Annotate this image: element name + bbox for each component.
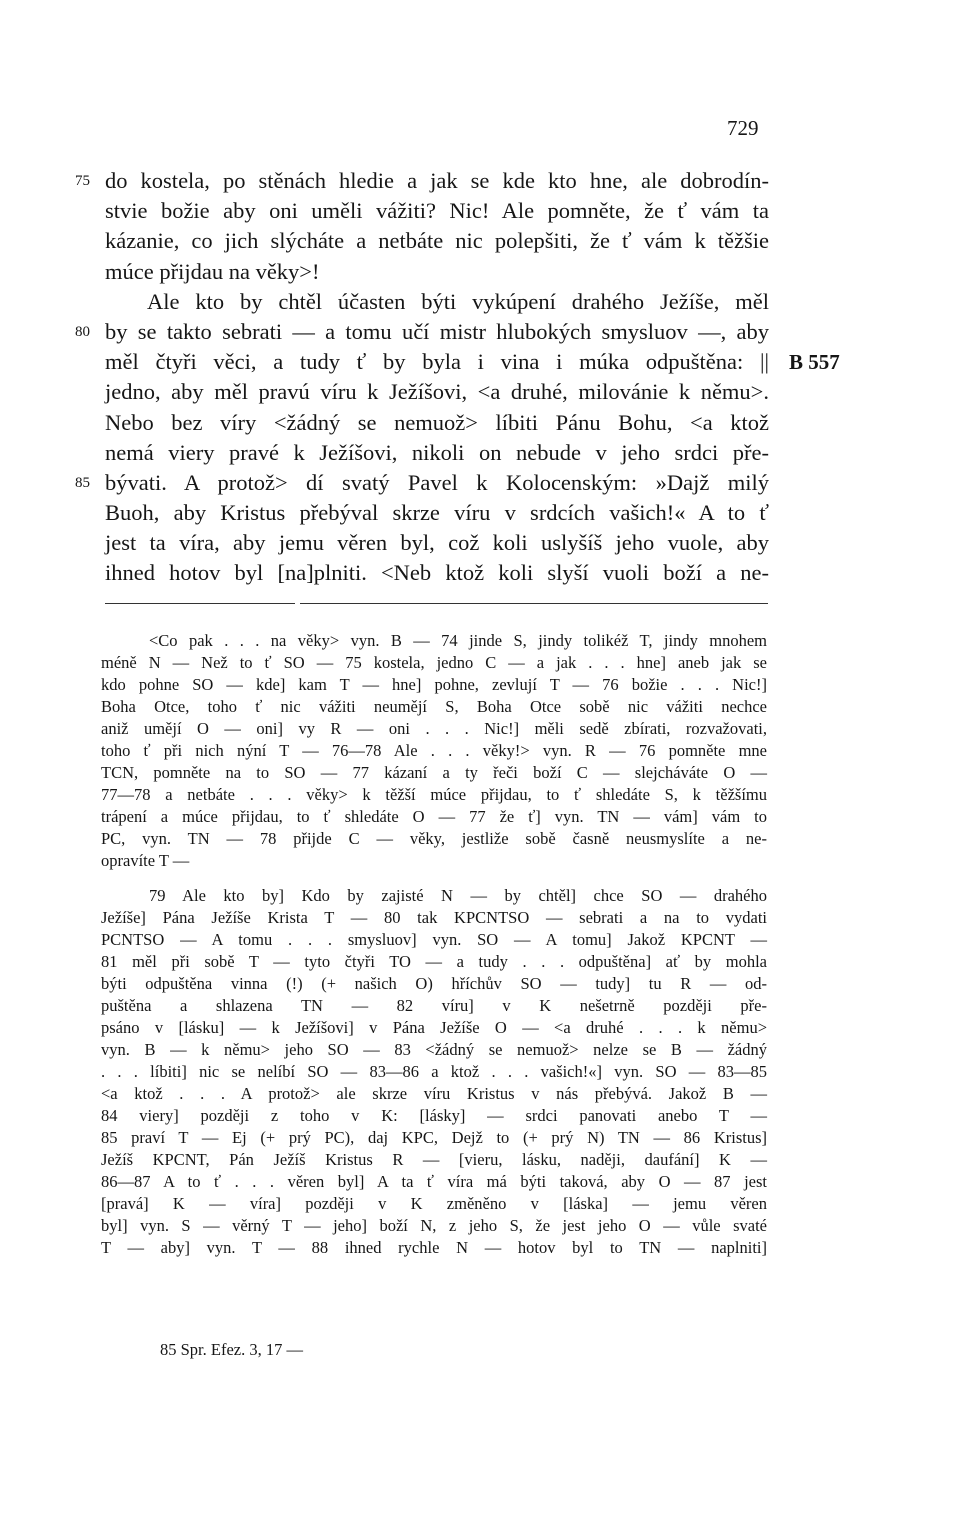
text-line: Ale kto by chtěl účasten býti vykúpení drahého Ježíše, měl xyxy=(147,288,769,314)
apparatus-line: toho ť při nich nýní T — 76—78 Ale . . . věky!> vyn. R — 76 pomněte mne xyxy=(101,741,767,761)
text-line: Nebo bez víry <žádný se nemuož> líbiti Pánu Bohu, <a ktož xyxy=(105,409,769,435)
text-line: múce přijdau na věky>! xyxy=(105,258,320,284)
line-number: 75 xyxy=(75,173,90,189)
line-number: 80 xyxy=(75,323,90,340)
main-text xyxy=(75,166,840,589)
apparatus-line: 79 Ale kto by] Kdo by zajisté N — by chtěl] chce SO — drahého xyxy=(149,885,767,905)
apparatus-line: psáno v [lásku] — k Ježíšovi] v Pána Ježíše O — <a druhé . . . k němu> xyxy=(101,1017,767,1037)
margin-reference: B 557 xyxy=(789,350,840,375)
apparatus-line: trápení a múce přijdau, to ť shledáte O — 77 že ť] vyn. TN — vám] vám to xyxy=(101,807,767,827)
line-number: 85 xyxy=(75,474,90,491)
text-line: Buoh, aby Kristus přebýval skrze víru v srdcích vašich!« A to ť xyxy=(105,500,769,526)
text-line: 85 bývati. A protož> dí svatý Pavel k Kolocenským: »Dajž milý xyxy=(105,468,769,498)
apparatus-line: méně N — Než to ť SO — 75 kostela, jedno C — a jak . . . hne] aneb jak se xyxy=(101,653,767,673)
apparatus-line: 81 měl při sobě T — tyto čtyři TO — a tudy . . . odpuštěna] ať by mohla xyxy=(101,951,767,971)
apparatus-line: 77—78 a netbáte . . . věky> k těžší múce přijdau, to ť shledáte S, k těžšímu xyxy=(101,785,767,805)
text-line: stvie božie aby oni uměli vážiti? Nic! Ale pomněte, že ť vám ta xyxy=(105,198,769,224)
apparatus-line: býti odpuštěna vinna (!) (+ našich O) hříchův SO — tudy] tu R — od- xyxy=(101,973,767,993)
apparatus-line: TCN, pomněte na to SO — 77 kázaní a ty řeči boží C — slejcháváte O — xyxy=(101,763,767,783)
apparatus-line: PCNTSO — A tomu . . . smysluov] vyn. SO — A tomu] Jakož KPCNT — xyxy=(101,929,767,949)
text-line: 75 do kostela, po stěnách hledie a jak se kde kto hne, ale dobrodín- xyxy=(105,166,769,196)
apparatus-line: puštěna a shlazena TN — 82 víru] v K nešetrně později pře- xyxy=(101,995,767,1015)
apparatus-line: kdo pohne SO — kde] kam T — hne] pohne, zevlují T — 76 božie . . . Nic!] xyxy=(101,675,767,695)
text-line: jedno, aby měl pravú víru k Ježíšovi, <a druhé, milovánie k němu>. xyxy=(105,379,769,405)
apparatus-line: 86—87 A to ť . . . věren byl] A ta ť víra má býti taková, aby O — 87 jest xyxy=(101,1172,767,1192)
text-line: kázanie, co jich slýcháte a netbáte nic polepšiti, že ť vám k těžšie xyxy=(105,228,769,254)
source-reference: 85 Spr. Efez. 3, 17 — xyxy=(160,1340,303,1359)
apparatus-line: 84 viery] později z toho v K: [lásky] — srdci panovati anebo T — xyxy=(101,1105,767,1125)
text-line: nemá viery pravé k Ježíšovi, nikoli on nebude v jeho srdci pře- xyxy=(105,439,769,465)
apparatus-line: opravíte T — xyxy=(101,851,190,871)
apparatus-line: aniž umějí O — oni] vy R — oni . . . Nic!] měli sedě zbírati, rozvažovati, xyxy=(101,719,767,739)
apparatus-line: [pravá] K — víra] později v K změněno v [láska] — jemu věren xyxy=(101,1194,767,1214)
apparatus-line: . . . líbiti] nic se nelíbí SO — 83—86 a ktož . . . vašich!«] vyn. SO — 83—85 xyxy=(101,1061,767,1081)
separator-rule xyxy=(300,603,768,604)
apparatus-line: <Co pak . . . na věky> vyn. B — 74 jinde S, jindy tolikéž T, jindy mnohem xyxy=(149,631,767,650)
apparatus-line: vyn. B — k němu> jeho SO — 83 <žádný se nemuož> nelze se B — žádný xyxy=(101,1039,767,1059)
text-line: ihned hotov byl [na]plniti. <Neb ktož koli slyší vuoli boží a ne- xyxy=(105,560,769,586)
apparatus-line: 85 praví T — Ej (+ prý PC), daj KPC, Dejž to (+ prý N) TN — 86 Kristus] xyxy=(101,1128,767,1148)
apparatus-line: <a ktož . . . A protož> ale skrze víru Kristus v nás přebývá. Jakož B — xyxy=(101,1083,767,1103)
apparatus-line: Ježíše] Pána Ježíše Krista T — 80 tak KPCNTSO — sebrati a na to vydati xyxy=(101,907,767,927)
apparatus-line: Boha Otce, toho ť nic vážiti neumějí S, Boha Otce sobě nic vážiti nechce xyxy=(101,697,767,717)
text-line: jest ta víra, aby jemu věren byl, což koli uslyšíš jeho vuole, aby xyxy=(105,530,769,556)
critical-apparatus xyxy=(101,630,767,1259)
apparatus-line: PC, vyn. TN — 78 přijde C — věky, jestliže sobě časně neusmyslíte a ne- xyxy=(101,829,767,849)
page-number: 729 xyxy=(727,116,759,140)
apparatus-line: byl] vyn. S — věrný T — jeho] boží N, z jeho S, že jest jeho O — vůle svaté xyxy=(101,1216,767,1236)
separator-rule xyxy=(105,603,295,604)
text-line: měl čtyři věci, a tudy ť by byla i vina i múka odpuštěna: || B 557 xyxy=(105,347,769,377)
text-line: 80 by se takto sebrati — a tomu učí mistr hlubokých smysluov —, aby xyxy=(105,317,769,347)
apparatus-line: Ježíš KPCNT, Pán Ježíš Kristus R — [vieru, lásku, naději, daufání] K — xyxy=(101,1150,767,1170)
apparatus-line: T — aby] vyn. T — 88 ihned rychle N — hotov byl to TN — naplniti] xyxy=(101,1238,767,1258)
